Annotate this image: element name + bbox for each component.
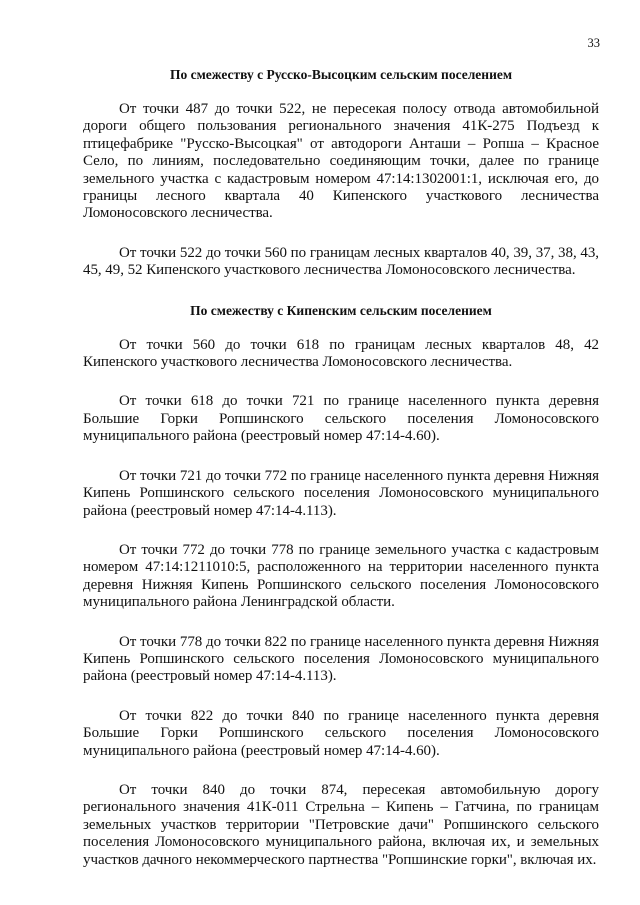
- paragraph-points-721-772: От точки 721 до точки 772 по границе населенного пункта деревня Нижняя Кипень Ропшинского сельского поселения Ломоносовского муниципального района (реестровый номер 47:14-4.113).: [83, 467, 599, 519]
- document-body: [83, 66, 599, 869]
- page-number: 33: [587, 36, 600, 50]
- paragraph-points-822-840: От точки 822 до точки 840 по границе населенного пункта деревня Большие Горки Ропшинского сельского поселения Ломоносовского муниципального района (реестровый номер 47:14-4.60).: [83, 707, 599, 759]
- paragraph-points-522-560: От точки 522 до точки 560 по границам лесных кварталов 40, 39, 37, 38, 43, 45, 49, 52 Кипенского участкового лесничества Ломоносовского лесничества.: [83, 244, 599, 279]
- paragraph-points-778-822: От точки 778 до точки 822 по границе населенного пункта деревня Нижняя Кипень Ропшинского сельского поселения Ломоносовского муниципального района (реестровый номер 47:14-4.113).: [83, 633, 599, 685]
- paragraph-points-840-874: От точки 840 до точки 874, пересекая автомобильную дорогу регионального значения 41К-011 Стрельна – Кипень – Гатчина, по границам земельных участков территории "Петровские дачи" Ропшинского сельского поселения Ломоносовского муниципального района, включая их, и земельных участков дачного некоммерческого партнества "Ропшинские горки", включая их.: [83, 781, 599, 868]
- paragraph-points-618-721: От точки 618 до точки 721 по границе населенного пункта деревня Большие Горки Ропшинского сельского поселения Ломоносовского муниципального района (реестровый номер 47:14-4.60).: [83, 393, 599, 445]
- section-heading-kipenskoe: По смежеству с Кипенским сельским поселением: [190, 302, 492, 318]
- paragraph-points-560-618: От точки 560 до точки 618 по границам лесных кварталов 48, 42 Кипенского участкового лесничества Ломоносовского лесничества.: [83, 336, 599, 371]
- paragraph-points-772-778: От точки 772 до точки 778 по границе земельного участка с кадастровым номером 47:14:1211010:5, расположенного на территории населенного пункта деревня Нижняя Кипень Ропшинского сельского поселения Ломоносовского муниципального района Ленинградской области.: [83, 541, 599, 611]
- section-heading-russko-vysotskoe: По смежеству с Русско-Высоцким сельским поселением: [169, 67, 513, 82]
- paragraph-points-487-522: От точки 487 до точки 522, не пересекая полосу отвода автомобильной дороги общего пользования регионального значения 41К-275 Подъезд к птицефабрике "Русско-Высоцкая" от автодороги Анташи – Ропша – Красное Село, по линиям, последовательно соединяющим точки, далее по границе земельного участка с кадастровым номером 47:14:1302001:1, исключая его, до границы лесного квартала 40 Кипенского участкового лесничества Ломоносовского лесничества.: [83, 101, 599, 222]
